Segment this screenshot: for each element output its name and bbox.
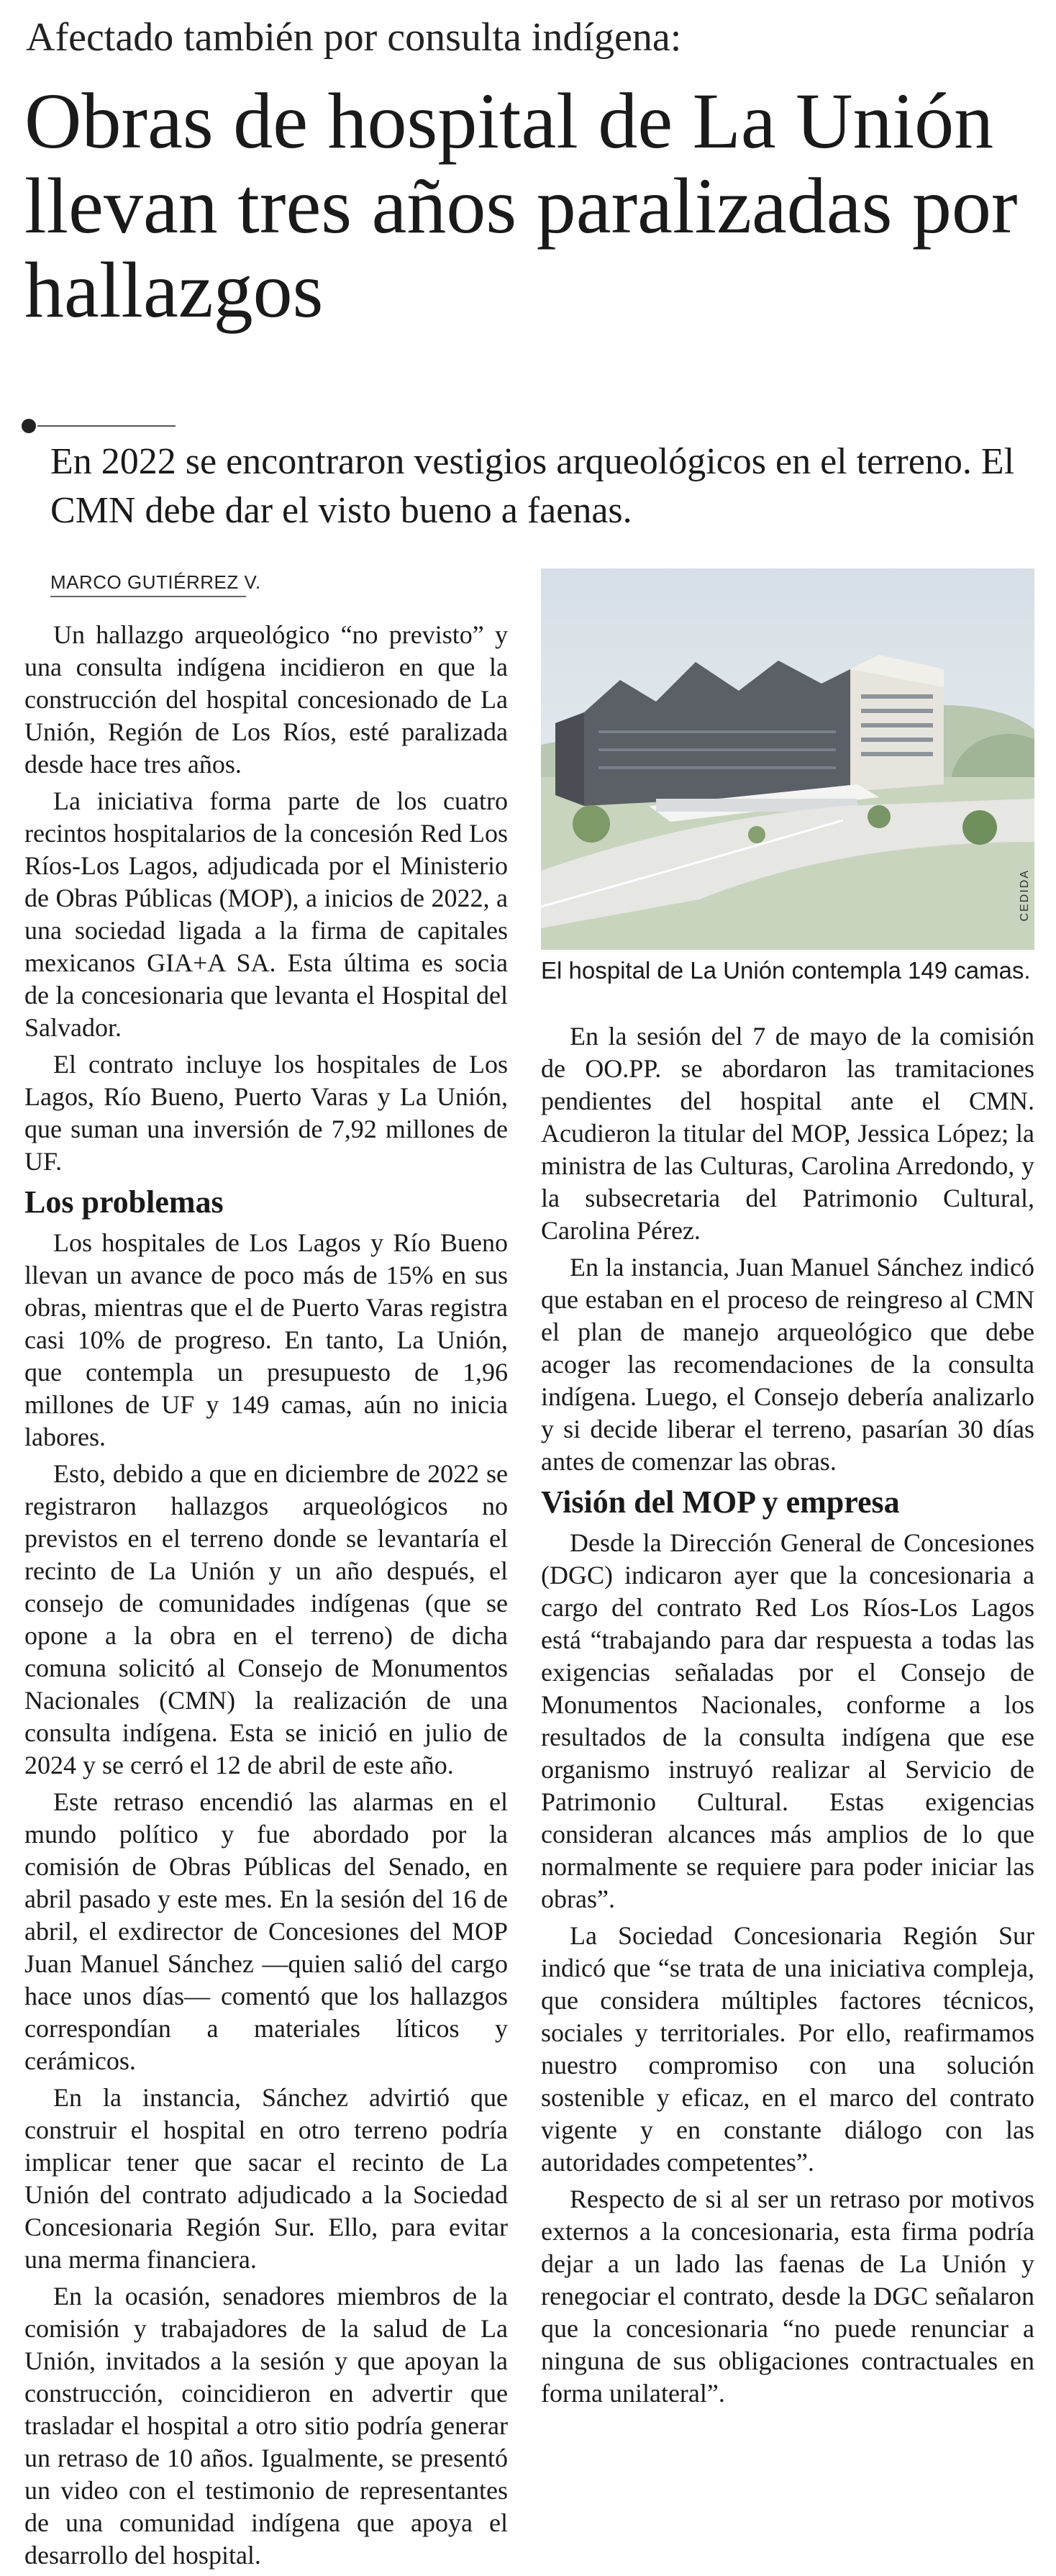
paragraph: Respecto de si al ser un retraso por motivos externos a la concesionaria, esta firma podría dejar a un lado las faenas de La Unión y renegociar el contrato, desde la DGC señalaron que la concesionaria “no puede renunciar a ninguna de sus obligaciones contractuales en forma unilateral”. (541, 2185, 1034, 2408)
photo-caption: El hospital de La Unión contempla 149 camas. (541, 957, 1031, 984)
paragraph: En la instancia, Sánchez advirtió que construir el hospital en otro terreno podría implicar tener que sacar el recinto de La Unión del contrato adjudicado a la Sociedad Concesionaria Región Sur. Ello, para evitar una merma financiera. (24, 2083, 508, 2274)
kicker: Afectado también por consulta indígena: (26, 15, 682, 60)
paragraph: Los hospitales de Los Lagos y Río Bueno llevan un avance de poco más de 15% en sus obras, mientras que el de Puerto Varas registra casi 10% de progreso. En tanto, La Unión, que contempla un presupuesto de 1,96 millones de UF y 149 camas, aún no inicia labores. (24, 1228, 508, 1451)
hospital-rendering-image (541, 568, 1034, 950)
byline-rule (50, 596, 246, 597)
paragraph: En la instancia, Juan Manuel Sánchez indicó que estaban en el proceso de reingreso al CMN el plan de manejo arqueológico que debe acoger las recomendaciones de la consulta indígena. Luego, el Consejo debería analizarlo y si decide liberar el terreno, pasarían 30 días antes de comenzar las obras. (541, 1253, 1034, 1476)
paragraph: Esto, debido a que en diciembre de 2022 se registraron hallazgos arqueológicos no previstos en el terreno donde se levantaría el recinto de La Unión y un año después, el consejo de comunidades indígenas (que se opone a la obra en el terreno) de dicha comuna solicitó al Consejo de Monumentos Nacionales (CMN) la realización de una consulta indígena. Esta se inició en julio de 2024 y se cerró el 12 de abril de este año. (24, 1459, 508, 1779)
rule-line (37, 425, 176, 427)
left-column (24, 619, 508, 2576)
paragraph: Un hallazgo arqueológico “no previsto” y una consulta indígena incidieron en que la construcción del hospital concesionado de La Unión, Región de Los Ríos, esté paralizada desde hace tres años. (24, 620, 508, 779)
headline: Obras de hospital de La Unión llevan tres años paralizadas por hallazgos (24, 77, 1018, 335)
rule-dot (22, 419, 36, 433)
paragraph: Desde la Dirección General de Concesiones (DGC) indicaron ayer que la concesionaria a cargo del contrato Red Los Ríos-Los Lagos está “trabajando para dar respuesta a todas las exigencias señaladas por el Consejo de Monumentos Nacionales, conforme a los resultados de la consulta indígena que ese organismo instruyó realizar al Servicio de Patrimonio Cultural. Estas exigencias consideran alcances más amplios de lo que normalmente se requiere para poder iniciar las obras”. (541, 1528, 1034, 1913)
paragraph: La iniciativa forma parte de los cuatro recintos hospitalarios de la concesión Red Los Ríos-Los Lagos, adjudicada por el Ministerio de Obras Públicas (MOP), a inicios de 2022, a una sociedad ligada a la firma de capitales mexicanos GIA+A SA. Esta última es socia de la concesionaria que levanta el Hospital del Salvador. (24, 786, 508, 1042)
photo (541, 568, 1034, 950)
paragraph: En la sesión del 7 de mayo de la comisión de OO.PP. se abordaron las tramitaciones pendientes del hospital ante el CMN. Acudieron la titular del MOP, Jessica López; la ministra de las Culturas, Carolina Arredondo, y la subsecretaria del Patrimonio Cultural, Carolina Pérez. (541, 1022, 1034, 1245)
paragraph: Este retraso encendió las alarmas en el mundo político y fue abordado por la comisión de Obras Públicas del Senado, en abril pasado y este mes. En la sesión del 16 de abril, el exdirector de Concesiones del MOP Juan Manuel Sánchez —quien salió del cargo hace unos días— comentó que los hallazgos correspondían a materiales líticos y cerámicos. (24, 1787, 508, 2075)
byline: MARCO GUTIÉRREZ V. (50, 571, 261, 593)
right-column (541, 1020, 1034, 2414)
dek: En 2022 se encontraron vestigios arqueológicos en el terreno. El CMN debe dar el visto bueno a faenas. (50, 441, 1015, 531)
section-heading: Visión del MOP y empresa (541, 1484, 900, 1520)
paragraph: En la ocasión, senadores miembros de la comisión y trabajadores de la salud de La Unión, invitados a la sesión y que apoyan la construcción, coincidieron en advertir que trasladar el hospital a otro sitio podría generar un retraso de 10 años. Igualmente, se presentó un video con el testimonio de representantes de una comunidad indígena que apoya el desarrollo del hospital. (24, 2282, 508, 2570)
photo-credit: CEDIDA (1019, 869, 1031, 921)
paragraph: La Sociedad Concesionaria Región Sur indicó que “se trata de una iniciativa compleja, que considera múltiples factores técnicos, sociales y territoriales. Por ello, reafirmamos nuestro compromiso con una solución sostenible y eficaz, en el marco del contrato vigente y en constante diálogo con las autoridades competentes”. (541, 1921, 1034, 2177)
section-heading: Los problemas (24, 1184, 224, 1220)
paragraph: El contrato incluye los hospitales de Los Lagos, Río Bueno, Puerto Varas y La Unión, que suman una inversión de 7,92 millones de UF. (24, 1050, 508, 1176)
